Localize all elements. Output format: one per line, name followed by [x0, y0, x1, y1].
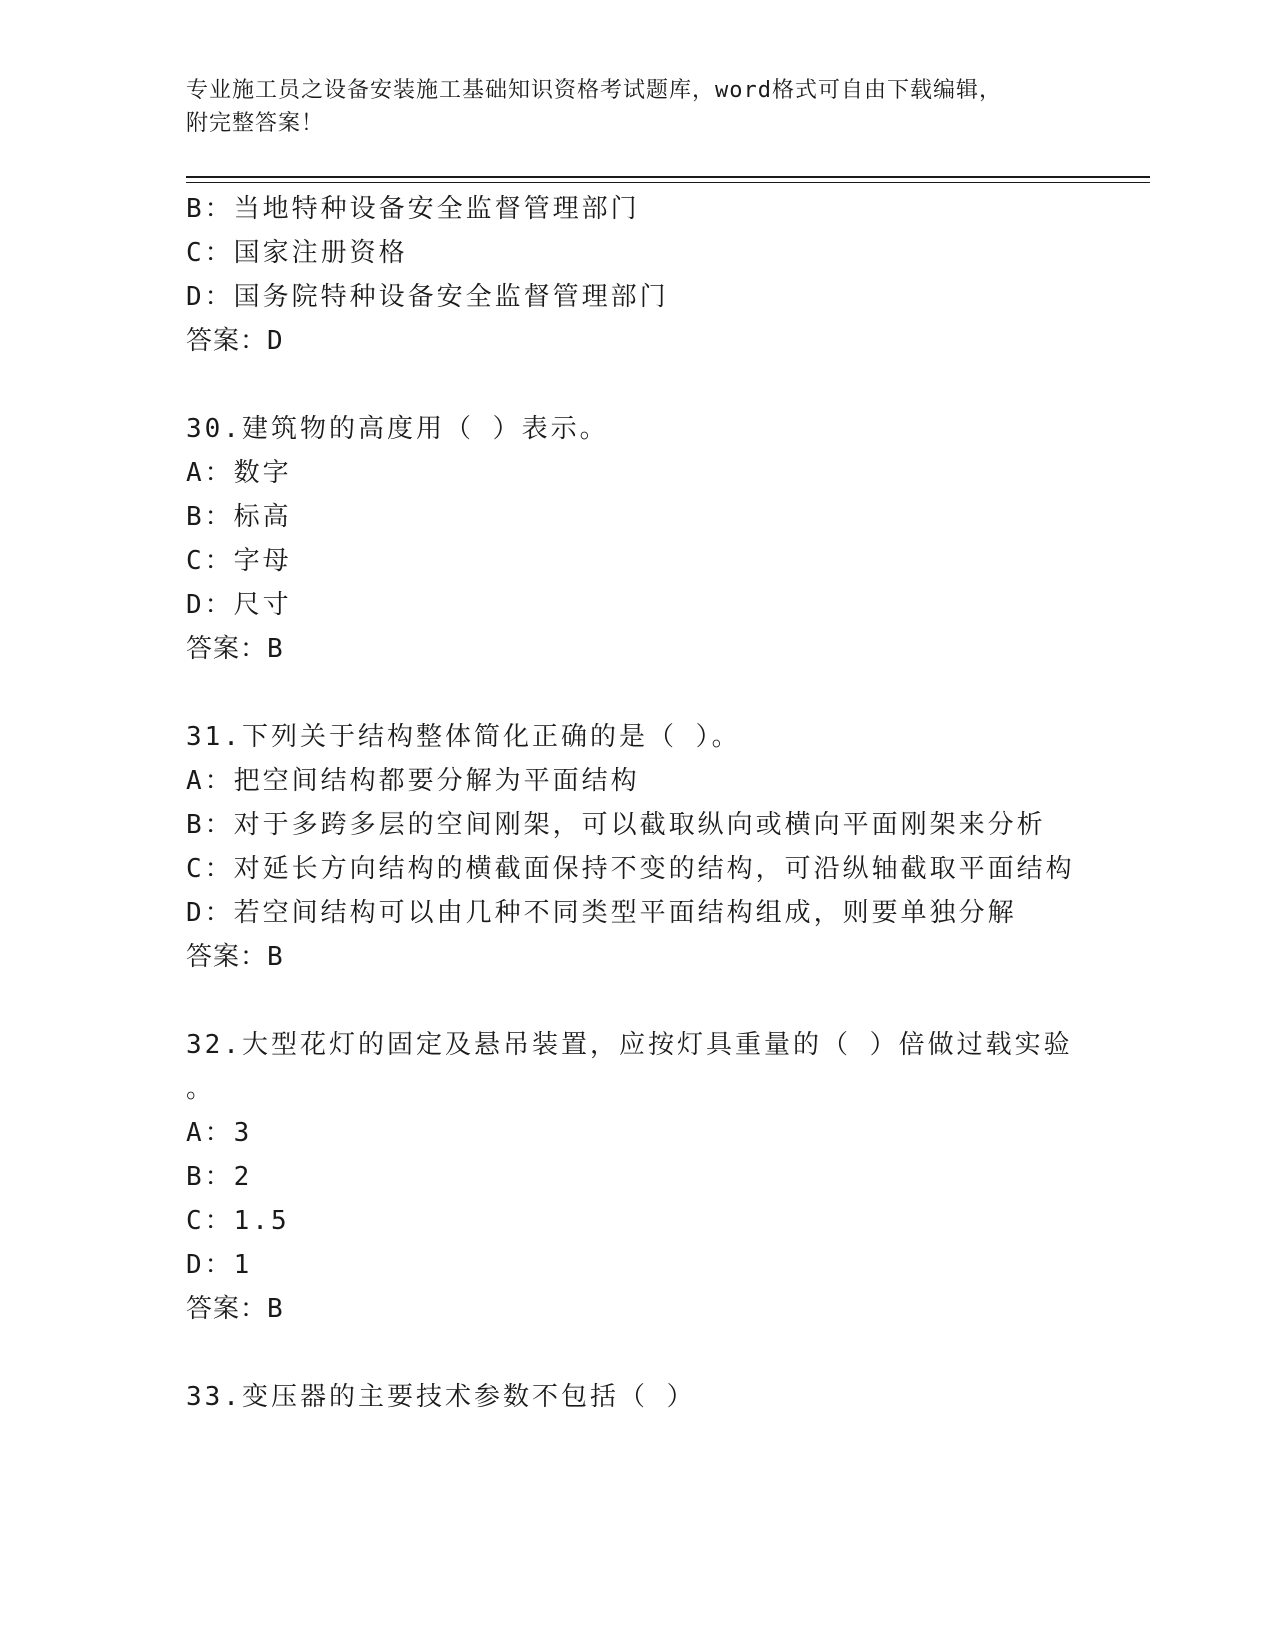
- q30-answer: [186, 632, 284, 666]
- q31-option-a: A：把空间结构都要分解为平面结构: [186, 766, 640, 796]
- answer-value: B: [267, 634, 284, 664]
- header-divider-thick: [186, 176, 1150, 178]
- answer-value: B: [267, 1294, 284, 1324]
- q29-option-b: B：当地特种设备安全监督管理部门: [186, 194, 640, 224]
- q32-option-a: A：3: [186, 1118, 253, 1148]
- header-line-2: 附完整答案！: [186, 111, 325, 136]
- q30-option-a: A：数字: [186, 458, 292, 488]
- answer-value: B: [267, 942, 284, 972]
- q29-option-c: C：国家注册资格: [186, 238, 408, 268]
- q29-option-d: D：国务院特种设备安全监督管理部门: [186, 282, 669, 312]
- q31-answer: [186, 940, 284, 974]
- answer-label: 答案：: [186, 326, 268, 356]
- q30-stem: 30.建筑物的高度用（ ）表示。: [186, 414, 609, 444]
- header-line-1: 专业施工员之设备安装施工基础知识资格考试题库，word格式可自由下载编辑，: [186, 78, 1002, 103]
- q30-option-b: B：标高: [186, 502, 292, 532]
- header-divider-thin: [186, 182, 1150, 183]
- answer-label: 答案：: [186, 1294, 268, 1324]
- q32-stem-continued: 。: [186, 1074, 216, 1104]
- q33-stem: 33.变压器的主要技术参数不包括（ ）: [186, 1382, 696, 1412]
- q32-answer: [186, 1292, 284, 1326]
- q31-option-b: B：对于多跨多层的空间刚架，可以截取纵向或横向平面刚架来分析: [186, 810, 1046, 840]
- q32-stem: 32.大型花灯的固定及悬吊装置，应按灯具重量的（ ）倍做过载实验: [186, 1030, 1073, 1060]
- q31-option-c: C：对延长方向结构的横截面保持不变的结构，可沿纵轴截取平面结构: [186, 854, 1075, 884]
- q30-option-c: C：字母: [186, 546, 292, 576]
- answer-label: 答案：: [186, 634, 268, 664]
- answer-label: 答案：: [186, 942, 268, 972]
- q30-option-d: D：尺寸: [186, 590, 292, 620]
- q29-answer: [186, 324, 284, 358]
- page-header: [186, 74, 1086, 140]
- q31-option-d: D：若空间结构可以由几种不同类型平面结构组成，则要单独分解: [186, 898, 1017, 928]
- q32-option-b: B：2: [186, 1162, 253, 1192]
- q32-option-d: D：1: [186, 1250, 253, 1280]
- answer-value: D: [267, 326, 284, 356]
- q32-option-c: C：1.5: [186, 1206, 290, 1236]
- q31-stem: 31.下列关于结构整体简化正确的是（ ）。: [186, 722, 741, 752]
